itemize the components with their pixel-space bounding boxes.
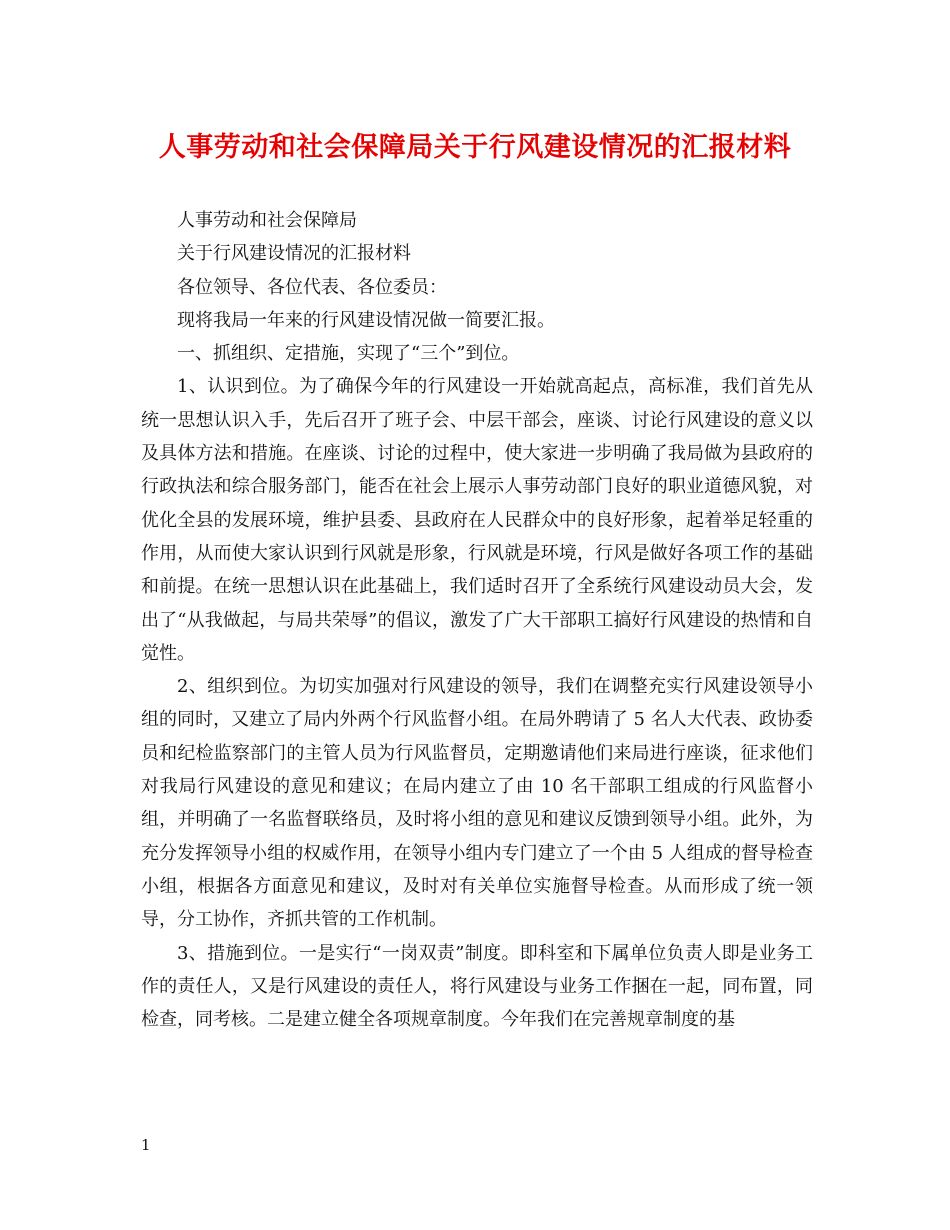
paragraph-point-1: 1、认识到位。为了确保今年的行风建设一开始就高起点，高标准，我们首先从统一思想认识入手，先后召开了班子会、中层干部会，座谈、讨论行风建设的意义以及具体方法和措施。在座谈、讨论的过程中，使大家进一步明确了我局做为县政府的行政执法和综合服务部门，能否在社会上展示人事劳动部门良好的职业道德风貌，对优化全县的发展环境，维护县委、县政府在人民群众中的良好形象，起着举足轻重的作用，从而使大家认识到行风就是形象，行风就是环境，行风是做好各项工作的基础和前提。在统一思想认识在此基础上，我们适时召开了全系统行风建设动员大会，发出了“从我做起，与局共荣辱”的倡议，激发了广大干部职工搞好行风建设的热情和自觉性。 bbox=[141, 376, 813, 664]
paragraph-subtitle: 关于行风建设情况的汇报材料 bbox=[177, 243, 411, 265]
paragraph-org-name: 人事劳动和社会保障局 bbox=[177, 210, 357, 231]
paragraph-point-2: 2、组织到位。为切实加强对行风建设的领导，我们在调整充实行风建设领导小组的同时，又建立了局内外两个行风监督小组。在局外聘请了 5 名人大代表、政协委员和纪检监察部门的主管人员为行风监督员，定期邀请他们来局进行座谈，征求他们对我局行风建设的意见和建议；在局内建立了由 10 名干部职工组成的行风监督小组，并明确了一名监督联络员，及时将小组的意见和建议反馈到领导小组。此外，为充分发挥领导小组的权威作用，在领导小组内专门建立了一个由 5 人组成的督导检查小组，根据各方面意见和建议，及时对有关单位实施督导检查。从而形成了统一领导，分工协作，齐抓共管的工作机制。 bbox=[141, 676, 813, 931]
section-heading-1: 一、抓组织、定措施，实现了“三个”到位。 bbox=[177, 343, 520, 365]
document-body bbox=[141, 204, 813, 1036]
paragraph-salutation: 各位领导、各位代表、各位委员： bbox=[177, 276, 447, 298]
document-title: 人事劳动和社会保障局关于行风建设情况的汇报材料 bbox=[158, 132, 792, 163]
page-number: 1 bbox=[141, 1136, 151, 1154]
paragraph-intro: 现将我局一年来的行风建设情况做一简要汇报。 bbox=[177, 309, 555, 331]
paragraph-point-3: 3、措施到位。一是实行“一岗双责”制度。即科室和下属单位负责人即是业务工作的责任人，又是行风建设的责任人，将行风建设与业务工作捆在一起，同布置，同检查，同考核。二是建立健全各项规章制度。今年我们在完善规章制度的基 bbox=[141, 942, 813, 1031]
